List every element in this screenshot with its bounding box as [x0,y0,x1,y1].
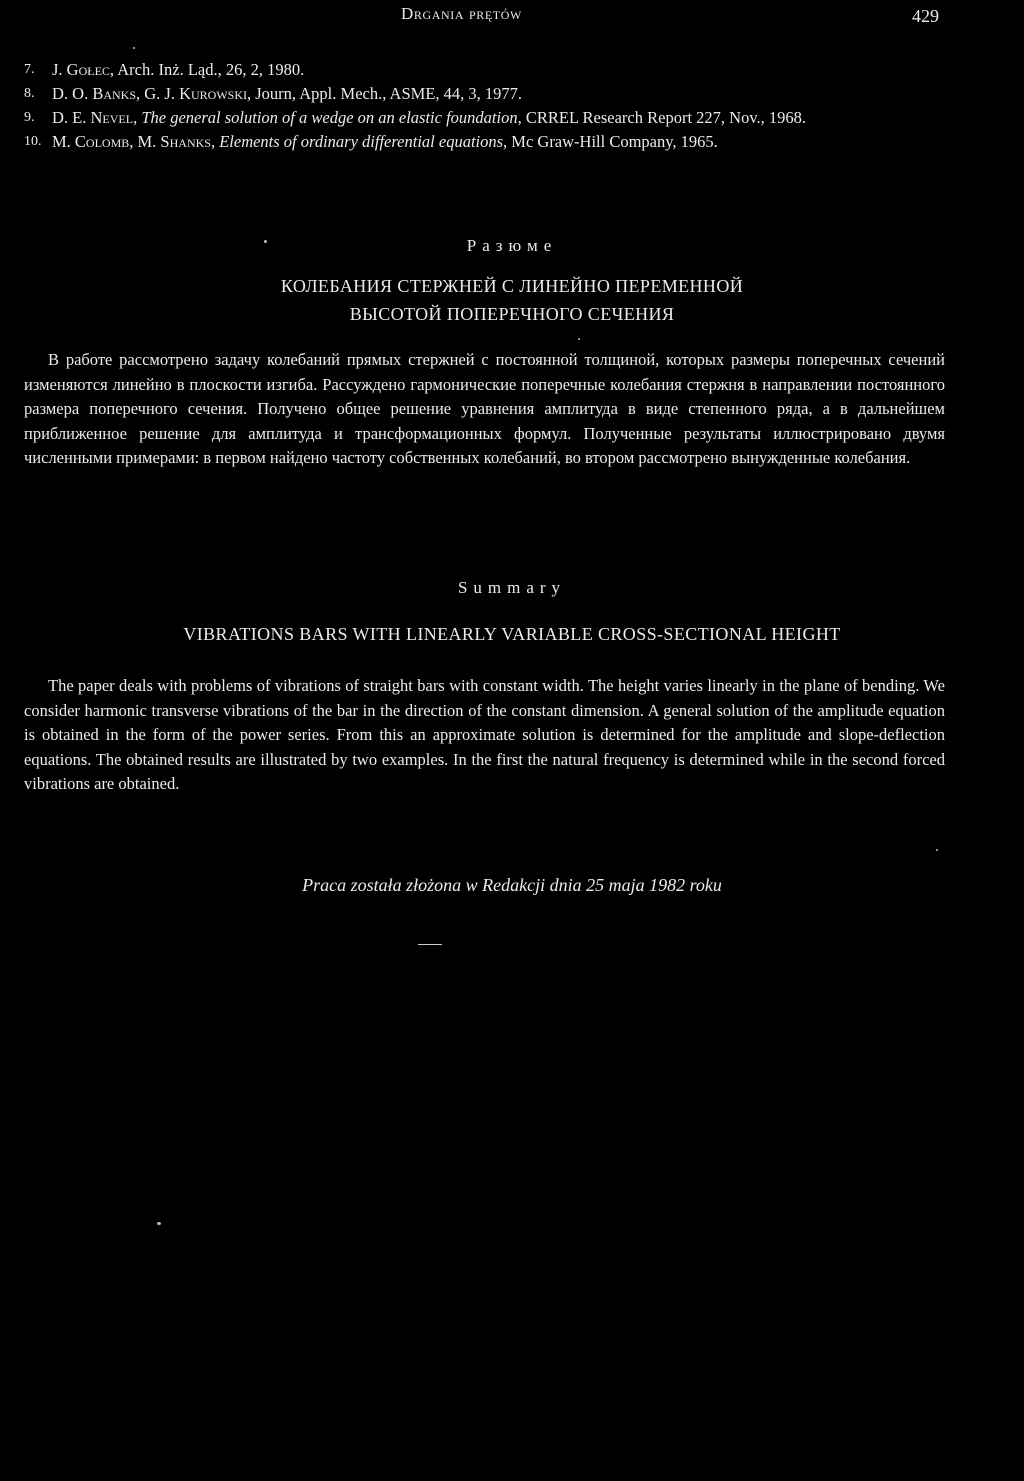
received-note: Praca została złożona w Redakcji dnia 25 maja 1982 roku [302,875,722,895]
english-summary-body [24,674,945,797]
reference-number: 8. [24,86,35,101]
reference-authors: J. Gołec [52,60,110,79]
scan-speck [157,1222,161,1225]
reference-title: The general solution of a wedge on an elastic foundation [141,108,518,127]
russian-summary-body [24,348,945,471]
russian-summary-heading: Разюме [466,236,558,255]
scan-speck [578,338,580,340]
scan-speck [264,240,267,243]
rule-mark [418,944,442,945]
english-summary-title: VIBRATIONS BARS WITH LINEARLY VARIABLE CROSS-SECTIONAL HEIGHT [183,624,841,644]
reference-source: , CRREL Research Report 227, Nov., 1968. [517,108,806,127]
russian-summary-title: КОЛЕБАНИЯ СТЕРЖНЕЙ С ЛИНЕЙНО ПЕРЕМЕННОЙ ВЫСОТОЙ ПОПЕРЕЧНОГО СЕЧЕНИЯ [280,276,744,324]
scan-speck [936,849,938,851]
english-summary-heading: Summary [457,578,567,597]
reference-number: 7. [24,62,35,77]
reference-authors: D. E. Nevel [52,108,134,127]
reference-source: , Arch. Inż. Ląd., 26, 2, 1980. [109,60,305,79]
scan-speck [133,47,135,49]
reference-authors: M. Colomb, M. Shanks [52,132,211,151]
reference-number: 10. [24,134,42,149]
reference-separator: , [210,132,220,151]
page-number: 429 [912,6,939,26]
reference-separator: , [133,108,142,127]
reference-source: , Mc Graw-Hill Company, 1965. [503,132,718,151]
russian-summary-text: В работе рассмотрено задачу колебаний прямых стержней с постоянной толщиной, которых размеры поперечных сечений изменяются линейно в плоскости изгиба. Рассуждено гармонические поперечные колебания стержня в направлении постоянного размера поперечного сечения. Получено общее решение уравнения амплитуда в виде степенного ряда, а в дальнейшем приближенное решение для амплитуда и трансформационных формул. Полученные результаты иллюстрировано двумя численными примерами: в первом найдено частоту собственных колебаний, во втором рассмотрено вынужденные колебания. [24,350,945,467]
reference-item [24,106,954,130]
reference-number: 9. [24,110,35,125]
reference-title: Elements of ordinary differential equations [219,132,504,151]
running-header [0,4,1024,28]
reference-list [24,58,954,154]
reference-item [24,130,954,154]
english-summary-text: The paper deals with problems of vibrations of straight bars with constant width. The height varies linearly in the plane of bending. We consider harmonic transverse vibrations of the bar in the direction of the constant dimension. A general solution of the amplitude equation is obtained in the form of the power series. From this an approximate solution is determined for the amplitude and slope-deflection equations. The obtained results are illustrated by two examples. In the first the natural frequency is determined while in the second forced vibrations are obtained. [24,676,945,793]
reference-authors: D. O. Banks, G. J. Kurowski [52,84,248,103]
running-title: Drgania prętów [401,4,522,23]
reference-item [24,58,954,82]
reference-source: , Journ, Appl. Mech., ASME, 44, 3, 1977. [247,84,523,103]
reference-item [24,82,954,106]
